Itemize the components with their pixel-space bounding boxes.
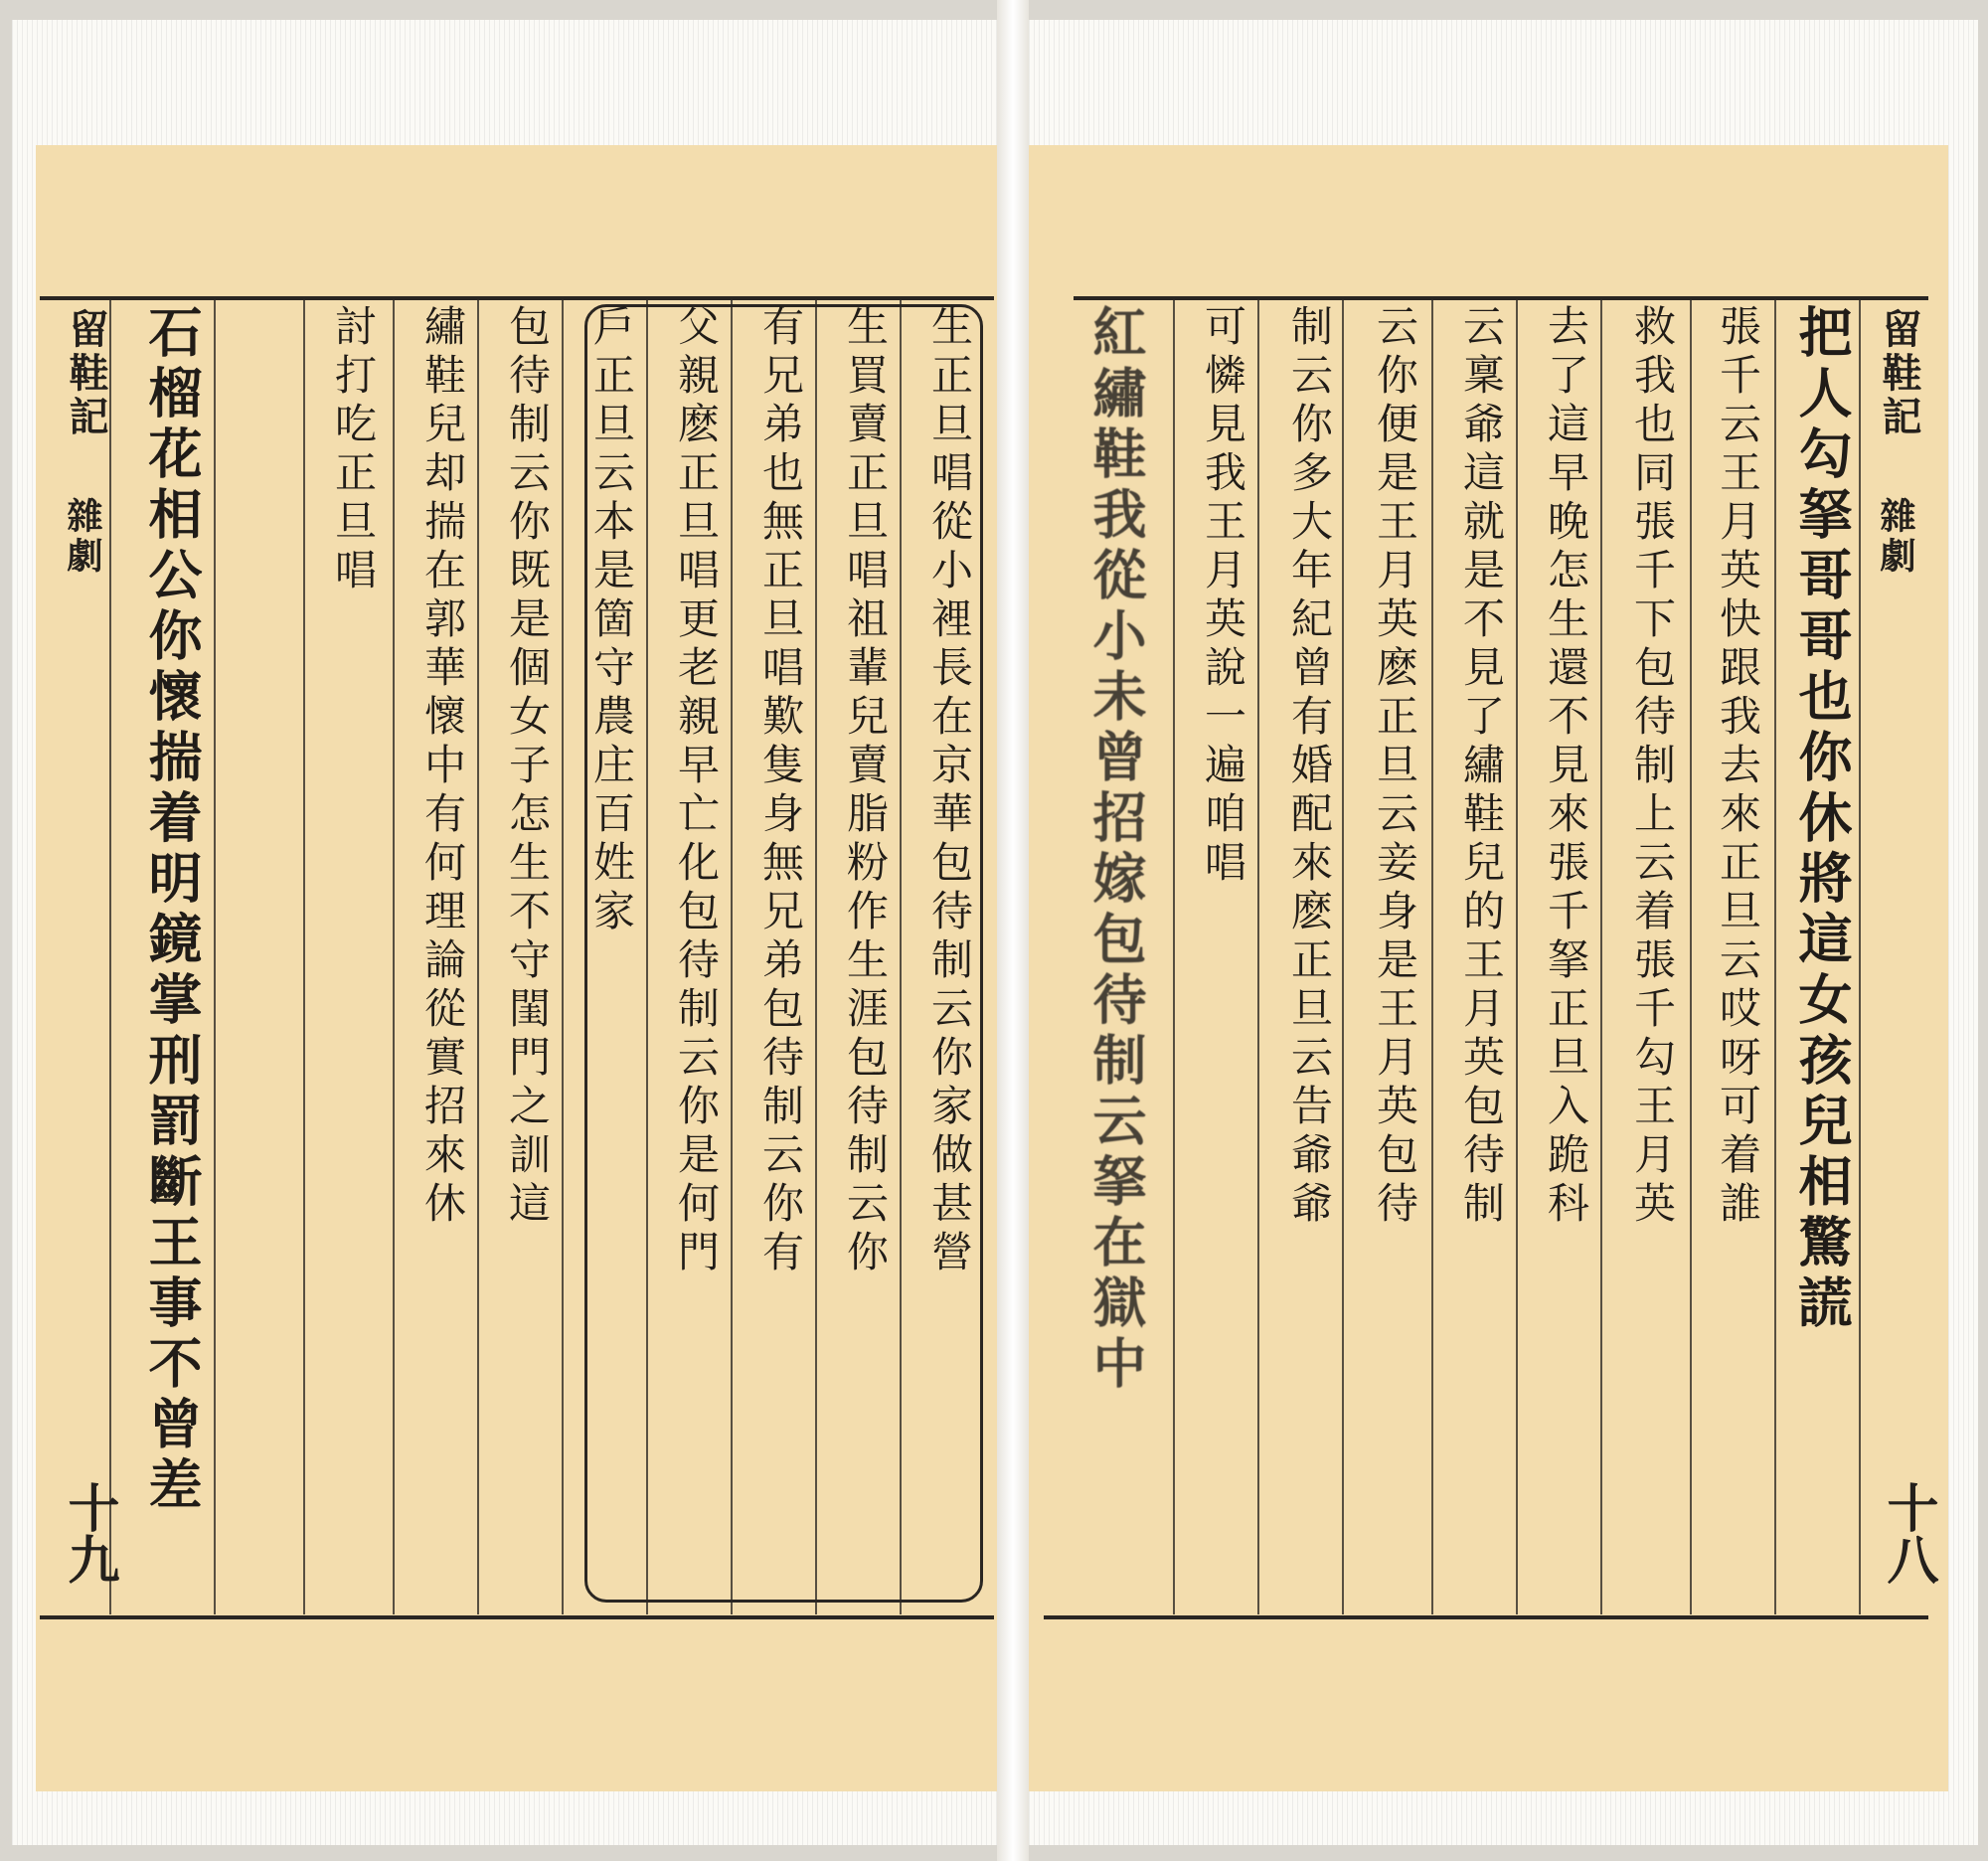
right-col-8: 可憐見我王月英說一遍咱唱 bbox=[1199, 304, 1247, 889]
right-bottom-rule bbox=[1044, 1615, 1928, 1619]
left-folio: 十九 bbox=[59, 1481, 119, 1585]
right-margin-subtitle: 雜劇 bbox=[1875, 497, 1916, 577]
book-gutter bbox=[997, 0, 1029, 1861]
right-folio: 十八 bbox=[1878, 1481, 1938, 1585]
right-column-rule bbox=[1516, 300, 1518, 1614]
left-col-3: 有兄弟也無正旦唱歎隻身無兄弟包待制云你有 bbox=[756, 304, 805, 1278]
right-column-rule bbox=[1257, 300, 1259, 1614]
right-column-rule bbox=[1431, 300, 1433, 1614]
left-column-rule bbox=[562, 300, 564, 1614]
right-col-5: 云稟爺這就是不見了繡鞋兒的王月英包待制 bbox=[1457, 304, 1506, 1230]
left-column-rule bbox=[109, 300, 111, 1614]
right-col-6: 云你便是王月英麽正旦云妾身是王月英包待 bbox=[1371, 304, 1419, 1230]
left-top-rule bbox=[40, 296, 994, 300]
right-column-rule bbox=[1600, 300, 1602, 1614]
left-col-2: 生買賣正旦唱祖輩兒賣脂粉作生涯包待制云你 bbox=[841, 304, 890, 1278]
left-column-rule bbox=[477, 300, 479, 1614]
right-column-rule bbox=[1690, 300, 1692, 1614]
right-margin-title: 留鞋記 bbox=[1876, 308, 1922, 439]
left-bottom-rule bbox=[40, 1615, 994, 1619]
right-top-rule bbox=[1074, 296, 1928, 300]
left-col-8: 討打吃正旦唱 bbox=[329, 304, 378, 596]
right-col-4: 去了這早晚怎生還不見來張千拏正旦入跪科 bbox=[1542, 304, 1590, 1230]
left-col-5: 戶正旦云本是箇守農庄百姓家 bbox=[587, 304, 636, 937]
left-col-6: 包待制云你既是個女子怎生不守閨門之訓這 bbox=[503, 304, 552, 1230]
right-column-rule bbox=[1774, 300, 1776, 1614]
right-col-9: 紅繡鞋我從小未曾招嫁包待制云拏在獄中 bbox=[1084, 304, 1148, 1396]
left-column-rule bbox=[214, 300, 216, 1614]
right-col-2: 張千云王月英快跟我去來正旦云哎呀可着誰 bbox=[1714, 304, 1762, 1230]
left-margin-subtitle: 雜劇 bbox=[62, 497, 103, 577]
right-column-rule bbox=[1342, 300, 1344, 1614]
left-col-7: 繡鞋兒却揣在郭華懷中有何理論從實招來休 bbox=[418, 304, 467, 1230]
right-column-rule bbox=[1173, 300, 1175, 1614]
left-margin-title: 留鞋記 bbox=[63, 308, 109, 439]
right-col-7: 制云你多大年紀曾有婚配來麽正旦云告爺爺 bbox=[1285, 304, 1334, 1230]
left-col-4: 父親麽正旦唱更老親早亡化包待制云你是何門 bbox=[672, 304, 721, 1278]
left-col-1: 生正旦唱從小裡長在京華包待制云你家做甚營 bbox=[925, 304, 974, 1278]
left-column-rule bbox=[303, 300, 305, 1614]
right-col-1: 把人勾拏哥哥也你休將這女孩兒相驚謊 bbox=[1790, 304, 1854, 1335]
left-col-9: 石榴花相公你懷揣着明鏡掌刑罰斷王事不曾差 bbox=[140, 304, 204, 1517]
right-col-3: 救我也同張千下包待制上云着張千勾王月英 bbox=[1628, 304, 1677, 1230]
left-column-rule bbox=[393, 300, 395, 1614]
